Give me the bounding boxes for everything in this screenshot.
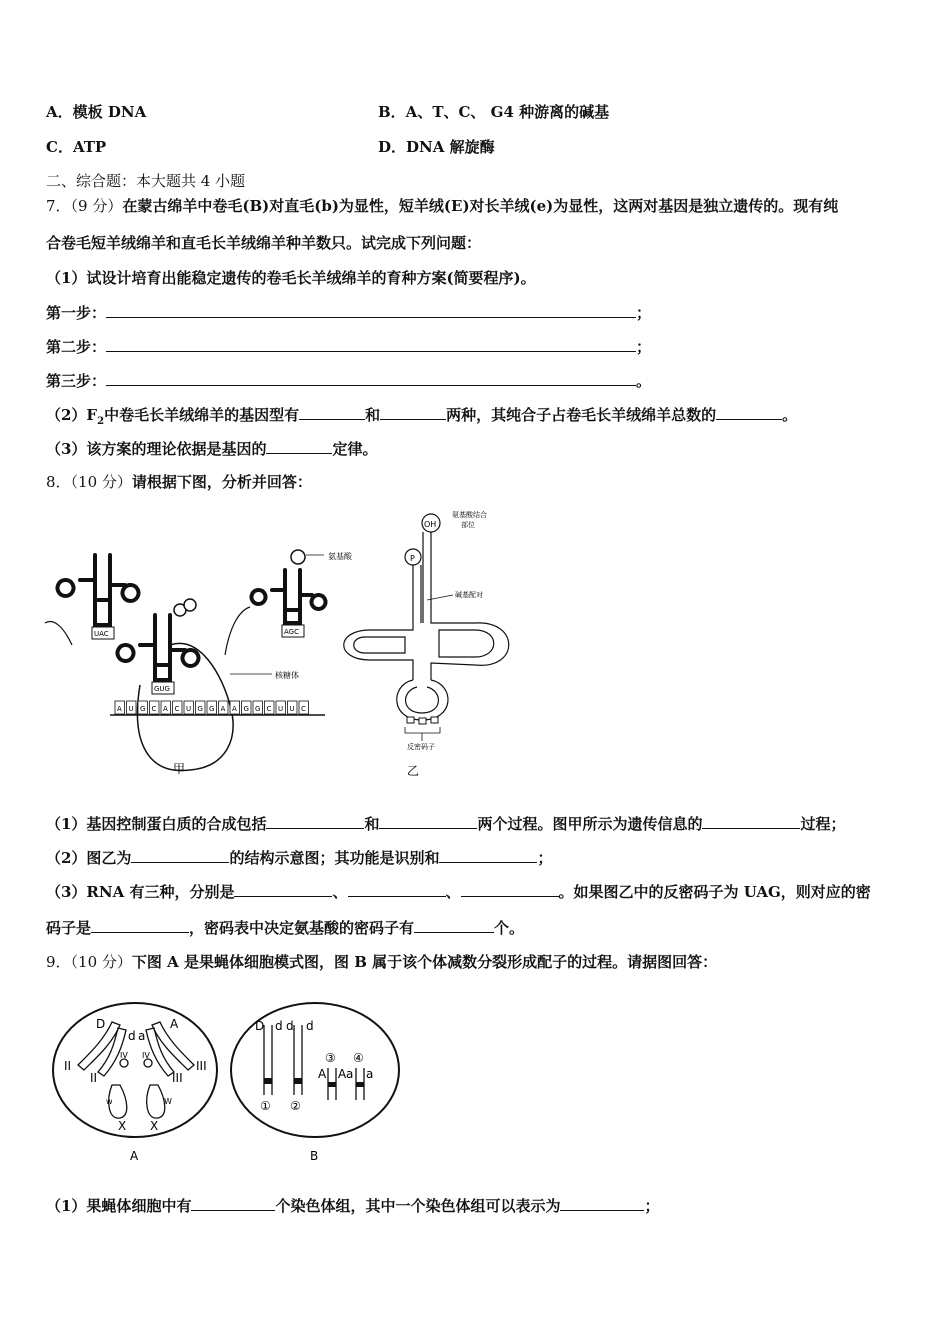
label-a-2: a (138, 1029, 146, 1043)
q8-p2-blank1[interactable] (131, 847, 229, 863)
mrna-base: U (128, 705, 134, 713)
label-a-4: II (64, 1059, 72, 1073)
label-base-pair: 碱基配对 (455, 591, 483, 599)
q7-p2-c: 和 (365, 406, 381, 424)
q7-p3-b: 定律。 (332, 440, 378, 458)
q7-step3-end: 。 (636, 372, 652, 390)
q8-p3-blank3[interactable] (461, 881, 559, 897)
option-a: A．模板 DNA (46, 103, 147, 121)
q7-step1-end: ； (636, 304, 652, 322)
q8-p2-a: （2）图乙为 (46, 849, 132, 867)
q7-p2-blank3[interactable] (716, 404, 782, 420)
mrna-base: C (174, 705, 180, 713)
q7-step2-label: 第二步： (46, 338, 107, 356)
cell-a (53, 1003, 217, 1137)
caption-a: A (130, 1149, 139, 1163)
amino-acid-circle (291, 550, 305, 564)
q9-stem (46, 952, 717, 972)
mrna-base: U (289, 705, 295, 713)
q7-p2-b: 中卷毛长羊绒绵羊的基因型有 (104, 406, 300, 424)
q9-p1-b: 个染色体组，其中一个染色体组可以表示为 (275, 1197, 561, 1215)
q7-stem-line1 (46, 196, 838, 216)
chromosomes-b (264, 1025, 364, 1100)
label-b-7: ④ (353, 1051, 364, 1065)
q9-p1-c: ； (644, 1197, 660, 1215)
q9-p1-blank1[interactable] (191, 1195, 275, 1211)
option-d: D．DNA 解旋酶 (378, 138, 495, 156)
label-anticodon: 反密码子 (407, 743, 435, 751)
q9-p1-a: （1）果蝇体细胞中有 (46, 1197, 192, 1215)
q8-p3-blank5[interactable] (414, 917, 494, 933)
q7-part1: （1）试设计培育出能稳定遗传的卷毛长羊绒绵羊的育种方案(简要程序)。 (46, 269, 536, 287)
label-b-0: D (255, 1019, 265, 1033)
q8-p1-b: 和 (364, 815, 380, 833)
label-binding-site2: 部位 (461, 521, 475, 529)
q7-step1-label: 第一步： (46, 304, 107, 322)
peptide-chain (225, 607, 250, 655)
q8-p3-b: 、 (332, 883, 348, 901)
label-a-5: II (90, 1071, 98, 1085)
q8-p3-e: 码子是 (46, 919, 92, 937)
q7-step1-blank[interactable] (106, 302, 636, 318)
trna-cloverleaf (344, 532, 509, 720)
mrna-base: G (243, 705, 249, 713)
mrna-base: A (220, 705, 226, 713)
label-b-8: A (318, 1067, 327, 1081)
q8-p3-blank1[interactable] (234, 881, 332, 897)
mrna-base: U (186, 705, 192, 713)
q8-part1 (46, 813, 846, 834)
q7-step3-label: 第三步： (46, 372, 107, 390)
q7-step2-blank[interactable] (106, 336, 636, 352)
q7-step2-end: ； (636, 338, 652, 356)
q8-p3-d: 。如果图乙中的反密码子为 UAG，则对应的密 (558, 883, 871, 901)
label-b-4: ① (260, 1099, 271, 1113)
label-a-0: D (96, 1017, 106, 1031)
label-b-10: a (346, 1067, 354, 1081)
label-b-6: ③ (325, 1051, 336, 1065)
q7-p2-blank2[interactable] (380, 404, 446, 420)
q7-stem1: 在蒙古绵羊中卷毛(B)对直毛(b)为显性，短羊绒(E)对长羊绒(e)为显性，这两对基因是独立遗传的。现有纯 (122, 197, 839, 215)
section-title: 二、综合题：本大题共 4 小题 (46, 172, 246, 190)
q7-p2-blank1[interactable] (299, 404, 365, 420)
option-c: C．ATP (46, 138, 107, 156)
mrna-bases (115, 701, 309, 714)
q9-stem-text: 下图 A 是果蝇体细胞模式图，图 B 属于该个体减数分裂形成配子的过程。请据图回答： (131, 953, 718, 971)
q7-stem2: 合卷毛短羊绒绵羊和直毛长羊绒绵羊种羊数只。试完成下列问题： (46, 234, 482, 252)
figure-fly-cells (50, 1000, 410, 1170)
anticodon-1: UAC (94, 630, 109, 638)
q8-p2-b: 的结构示意图；其功能是识别和 (229, 849, 440, 867)
label-a-12: X (118, 1119, 127, 1133)
q9-part1 (46, 1195, 659, 1216)
caption-jia: 甲 (173, 762, 186, 776)
q7-part2 (46, 404, 797, 432)
p-label: P (410, 554, 415, 563)
caption-yi: 乙 (407, 764, 420, 778)
q8-p1-blank3[interactable] (702, 813, 800, 829)
label-b-9: A (338, 1067, 347, 1081)
q8-p3-a: （3）RNA 有三种，分别是 (46, 883, 235, 901)
q8-p2-blank2[interactable] (439, 847, 537, 863)
label-b-2: d (286, 1019, 294, 1033)
q8-p1-a: （1）基因控制蛋白质的合成包括 (46, 815, 267, 833)
mrna-base: C (151, 705, 157, 713)
q8-part3-cont (46, 917, 524, 938)
q7-step2 (46, 336, 651, 357)
q8-number: 8．（10 分） (46, 473, 132, 491)
caption-b: B (310, 1149, 319, 1163)
q8-p1-d: 过程； (800, 815, 846, 833)
mrna-base: A (232, 705, 237, 713)
option-b: B．A、T、C、 G4 种游离的碱基 (378, 103, 610, 121)
q8-p3-blank4[interactable] (91, 917, 189, 933)
anticodon-3: AGC (284, 628, 299, 636)
q7-p2-a: （2）F (46, 406, 98, 424)
q7-p2-sub: 2 (97, 416, 105, 427)
mrna-base: U (278, 705, 284, 713)
q8-p1-blank1[interactable] (266, 813, 364, 829)
q8-p3-f: ，密码表中决定氨基酸的密码子有 (189, 919, 415, 937)
mrna-base: G (209, 705, 215, 713)
q7-p2-d: 两种，其纯合子占卷毛长羊绒绵羊总数的 (446, 406, 717, 424)
q7-step3-blank[interactable] (106, 370, 636, 386)
q7-p3-blank[interactable] (266, 438, 332, 454)
q8-part2 (46, 847, 552, 868)
label-b-5: ② (290, 1099, 301, 1113)
q9-number: 9．（10 分） (46, 953, 132, 971)
q8-p3-g: 个。 (494, 919, 525, 937)
q8-p3-blank2[interactable] (348, 881, 446, 897)
q8-stem (46, 472, 312, 492)
q9-p1-blank2[interactable] (560, 1195, 644, 1211)
q7-p2-e: 。 (782, 406, 798, 424)
mrna-base: A (163, 705, 168, 713)
anticodon-2: GUG (154, 685, 170, 693)
q7-p3-a: （3）该方案的理论依据是基因的 (46, 440, 267, 458)
oh-label: OH (424, 520, 437, 529)
q7-step3 (46, 370, 651, 391)
figure-yi (335, 505, 535, 790)
q8-p3-c: 、 (445, 883, 461, 901)
label-a-8: III (172, 1071, 183, 1085)
trna-2 (117, 615, 198, 680)
label-a-13: X (150, 1119, 159, 1133)
label-a-7: IV (142, 1051, 150, 1060)
amino-acid-circle-3 (184, 599, 196, 611)
mrna-base: G (197, 705, 203, 713)
mrna-base: C (301, 705, 306, 713)
label-amino-acid: 氨基酸 (328, 552, 352, 561)
label-a-11: W (164, 1097, 172, 1106)
trna-3 (252, 570, 326, 623)
label-a-10: w (106, 1097, 113, 1106)
q8-stem-text: 请根据下图，分析并回答： (131, 473, 312, 491)
q8-p1-c: 两个过程。图甲所示为遗传信息的 (477, 815, 703, 833)
label-binding-site: 氨基酸结合 (452, 511, 487, 519)
label-b-3: d (306, 1019, 314, 1033)
label-b-11: a (366, 1067, 374, 1081)
q8-part3 (46, 881, 871, 902)
label-a-1: d (128, 1029, 136, 1043)
trna-1 (58, 555, 139, 625)
mrna-base: G (140, 705, 146, 713)
q7-number: 7．（9 分） (46, 197, 123, 215)
label-a-6: IV (120, 1051, 128, 1060)
q8-p2-c: ； (537, 849, 553, 867)
mrna-base: G (255, 705, 261, 713)
label-a-9: III (196, 1059, 207, 1073)
mrna-base: C (266, 705, 272, 713)
mrna-base: A (117, 705, 122, 713)
q7-step1 (46, 302, 651, 323)
figure-jia (40, 535, 370, 790)
label-ribosome: 核糖体 (275, 671, 299, 680)
q7-part3 (46, 438, 377, 459)
label-a-3: A (170, 1017, 179, 1031)
label-b-1: d (275, 1019, 283, 1033)
q8-p1-blank2[interactable] (379, 813, 477, 829)
